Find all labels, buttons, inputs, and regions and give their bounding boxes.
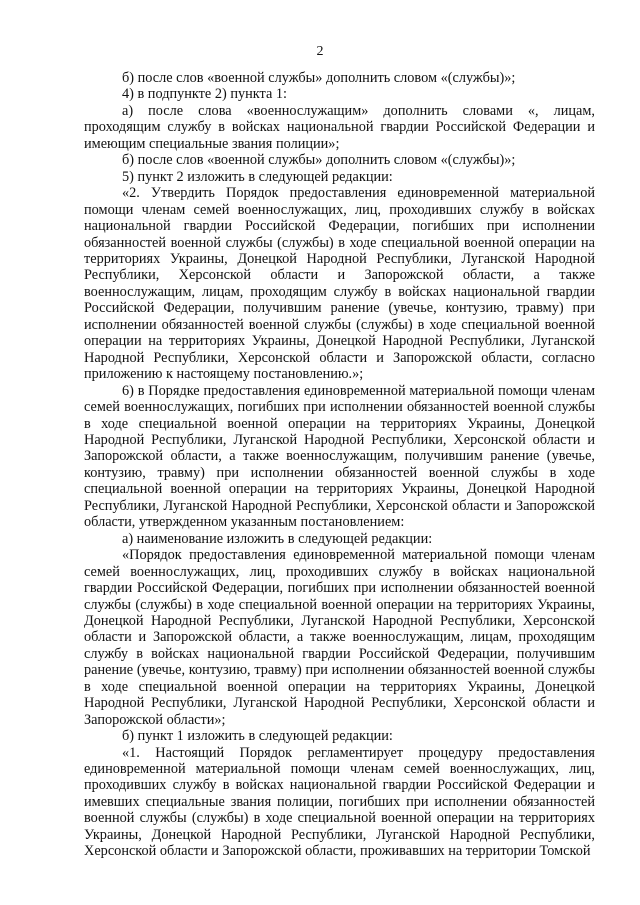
paragraph-item-6-heading: 6) в Порядке предоставления единовременной материальной помощи членам семей военнослужащих, погибших при исполнении обязанностей военной службы в ходе специальной военной операции на территориях Украины, Донецкой Народной Республики, Луганской Народной Республики, Херсонской области и Запорожской области, а также военнослужащим, получившим ранение (увечье, контузию, травму) при исполнении обязанностей военной службы в ходе специальной военной операции на территориях Украины, Донецкой Народной Республики, Луганской Народной Республики, Херсонской области и Запорожской области, утвержденном указанным постановлением:	[84, 382, 595, 531]
paragraph-item-5-heading: 5) пункт 2 изложить в следующей редакции:	[122, 168, 393, 185]
document-body	[84, 70, 595, 860]
paragraph-new-title: «Порядок предоставления единовременной материальной помощи членам семей военнослужащих, лиц, проходивших службу в войсках национальной гвардии Российской Федерации, погибших при исполнении обязанностей военной службы (службы) в ходе специальной военной операции на территориях Украины, Донецкой Народной Республики, Луганской Народной Республики, Херсонской области и Запорожской области, а также военнослужащим, лицам, проходящим службу в войсках национальной гвардии Российской Федерации, получившим ранение (увечье, контузию, травму) при исполнении обязанностей военной службы в ходе специальной военной операции на территориях Украины, Донецкой Народной Республики, Луганской Народной Республики, Херсонской области и Запорожской области»;	[84, 547, 595, 728]
paragraph-amendment-a-title: а) наименование изложить в следующей редакции:	[122, 530, 433, 547]
paragraph-new-point-1: «1. Настоящий Порядок регламентирует процедуру предоставления единовременной материальной помощи членам семей военнослужащих, лиц, проходивших службу в войсках национальной гвардии Российской Федерации и имевших специальные звания полиции, погибших при исполнении обязанностей военной службы (службы) в ходе специальной военной операции на территориях Украины, Донецкой Народной Республики, Луганской Народной Республики, Херсонской области и Запорожской области, проживавших на территории Томской	[84, 744, 595, 860]
page-number: 2	[316, 44, 324, 59]
paragraph-new-clause-2: «2. Утвердить Порядок предоставления единовременной материальной помощи членам семей военнослужащих, лиц, проходивших службу в войсках национальной гвардии Российской Федерации, погибших при исполнении обязанностей военной службы (службы) в ходе специальной военной операции на территориях Украины, Донецкой Народной Республики, Луганской Народной Республики, Херсонской области и Запорожской области, а также военнослужащим, лицам, проходящим службу в войсках национальной гвардии Российской Федерации, получившим ранение (увечье, контузию, травму) при исполнении обязанностей военной службы (службы) в ходе специальной военной операции на территориях Украины, Донецкой Народной Республики, Луганской Народной Республики, Херсонской области и Запорожской области, согласно приложению к настоящему постановлению.»;	[84, 185, 595, 383]
paragraph-amendment-b-service-word: б) после слов «военной службы» дополнить словом «(службы)»;	[122, 70, 516, 86]
paragraph-amendment-a-add-words: а) после слова «военнослужащим» дополнить словами «, лицам, проходящим службу в войсках национальной гвардии Российской Федерации и имеющим специальные звания полиции»;	[84, 102, 595, 152]
paragraph-amendment-b-service-word-2: б) после слов «военной службы» дополнить словом «(службы)»;	[122, 152, 516, 169]
paragraph-item-4-heading: 4) в подпункте 2) пункта 1:	[122, 86, 288, 103]
paragraph-amendment-b-point-1: б) пункт 1 изложить в следующей редакции:	[122, 728, 393, 745]
